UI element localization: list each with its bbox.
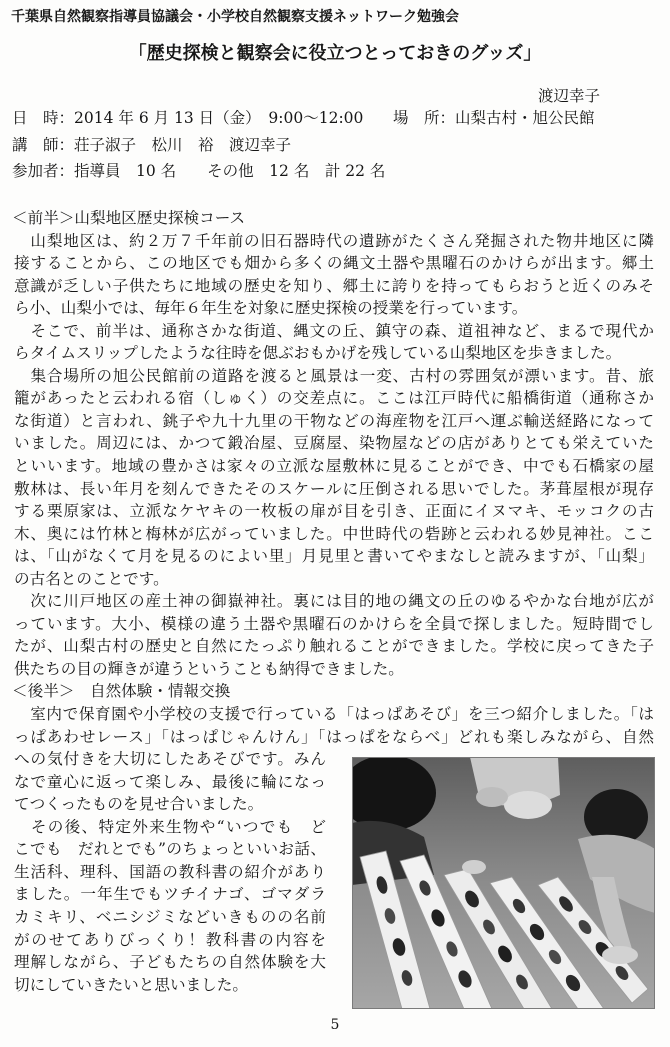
paragraph-line: 籠があったと云われる宿（しゅく）の交差点に。ここは江戸時代に船橋街道（通称さか	[14, 389, 654, 408]
paragraph-line: 生活科、理科、国語の教科書の紹介があり	[14, 862, 326, 881]
paragraph-line: たが、山梨古村の歴史と自然にたっぷり触れることができました。学校に戻ってきた子	[14, 637, 654, 656]
info-participants-label: 参加者：	[12, 162, 75, 180]
info-date-label: 日 時：	[12, 109, 75, 127]
paragraph-line: ら小、山梨小では、毎年６年生を対象に歴史探検の授業を行っています。	[14, 299, 528, 318]
paragraph-line: がのせてありびっくり！教科書の内容を	[14, 930, 326, 949]
info-date	[12, 108, 363, 128]
paragraph-line: 接することから、この地区でも畑から多くの縄文土器や黒曜石のかけらが出ます。郷土	[14, 254, 654, 273]
paragraph-line: 次に川戸地区の産土神の御嶽神社。裏には目的地の縄文の丘のゆるやかな台地が広が	[14, 592, 654, 611]
paragraph	[14, 365, 654, 590]
paragraph-line: ました。一年生でもツチイナゴ、ゴマダラ	[14, 885, 326, 904]
paragraph-line: 理解しながら、子どもたちの自然体験を大	[14, 953, 326, 972]
paragraph-line: こでも だれとでも”のちょっといいお話、	[14, 840, 326, 859]
paragraph-line: 山梨地区は、約２万７千年前の旧石器時代の遺跡がたくさん発掘された物井地区に隣	[14, 231, 654, 250]
paragraph-line: 木、奥には竹林と梅林が広がっていました。中世時代の砦跡と云われる妙見神社。ここ	[14, 524, 654, 543]
paragraph-line: てつくったものを見せ合いました。	[14, 795, 264, 814]
section-heading-first-half: ＜前半＞山梨地区歴史探検コース	[12, 209, 246, 227]
document-title: 「歴史探検と観察会に役立つとっておきのグッズ」	[128, 43, 542, 64]
paragraph-line: は、「山がなくて月を見るのによい里」月見里と書いてやまなしと読みますが、「山梨」	[14, 547, 654, 566]
paragraph-line: っています。大小、模様の違う土器や黒曜石のかけらを全員で探しました。短時間でし	[14, 614, 654, 633]
paragraph	[14, 230, 654, 320]
info-place-value: 山梨古村・旭公民館	[455, 109, 595, 127]
paragraph-line: 室内で保育園や小学校の支援で行っている「はっぱあそび」を三つ紹介しました。「は	[14, 705, 654, 724]
activity-photo	[352, 757, 655, 1009]
paragraph	[14, 590, 654, 680]
section-heading-second-half: ＜後半＞ 自然体験・情報交換	[12, 682, 231, 701]
paragraph-line: 集合場所の旭公民館前の道路を渡ると風景は一変、古村の雰囲気が漂います。昔、旅	[14, 366, 654, 385]
author-name: 渡辺幸子	[538, 87, 601, 105]
paragraph-line: らタイムスリップしたような往時を偲ぶおもかげを残している山梨地区を歩きました。	[14, 344, 622, 363]
info-date-value: 2014 年 6 月 13 日（金） 9:00～12:00	[74, 109, 364, 127]
page-number: 5	[330, 1017, 340, 1033]
info-place	[393, 108, 595, 128]
info-lecturers	[12, 135, 291, 155]
paragraph-line: その後、特定外来生物や“いつでも ど	[14, 817, 326, 836]
paragraph	[14, 320, 654, 365]
paragraph-line: 意識が乏しい子供たちに地域の歴史を知り、郷土に誇りを持ってもらおうと近くのみそ	[14, 276, 654, 295]
paragraph-line: 切にしていきたいと思いました。	[14, 975, 248, 994]
paragraph-line: いました。周辺には、かつて鍛冶屋、豆腐屋、染物屋などの店がありとても栄えていた	[14, 434, 654, 453]
organization-header: 千葉県自然観察指導員協議会・小学校自然観察支援ネットワーク勉強会	[11, 9, 459, 25]
info-participants-value: 指導員 10 名 その他 12 名 計 22 名	[74, 162, 386, 180]
info-participants	[12, 161, 385, 181]
info-lecturers-label: 講 師：	[12, 136, 75, 154]
paragraph-line: そこで、前半は、通称さかな街道、縄文の丘、鎮守の森、道祖神など、まるで現代か	[14, 321, 654, 340]
info-lecturers-value: 荘子淑子 松川 裕 渡辺幸子	[74, 136, 292, 154]
paragraph-line: っぱあわせレース」「はっぱじゃんけん」「はっぱをならべ」どれも楽しみながら、自然	[14, 727, 654, 746]
info-place-label: 場 所：	[393, 109, 456, 127]
paragraph-line: なで童心に返って楽しみ、最後に輪になっ	[14, 772, 326, 791]
paragraph-line: といいます。地域の豊かさは家々の立派な屋敷林に見ることができ、中でも石橋家の屋	[14, 457, 654, 476]
paragraph-line: な街道）と言われ、銚子や九十九里の干物などの海産物を江戸へ運ぶ輸送経路になって	[14, 411, 654, 430]
paragraph-line: への気付きを大切にしたあそびです。みん	[14, 750, 326, 769]
paragraph-line: する栗原家は、立派なケヤキの一枚板の扉が目を引き、正面にイヌマキ、モッコクの古	[14, 502, 654, 521]
paragraph-line: カミキリ、ベニシジミなどいきものの名前	[14, 907, 326, 926]
paragraph-line: 敷林は、長い年月を刻んできたそのスケールに圧倒される思いでした。茅葺屋根が現存	[14, 479, 654, 498]
paragraph-line: 供たちの目の輝きが違うということも納得できました。	[14, 659, 404, 678]
paragraph-line: の古名とのことです。	[14, 569, 169, 588]
